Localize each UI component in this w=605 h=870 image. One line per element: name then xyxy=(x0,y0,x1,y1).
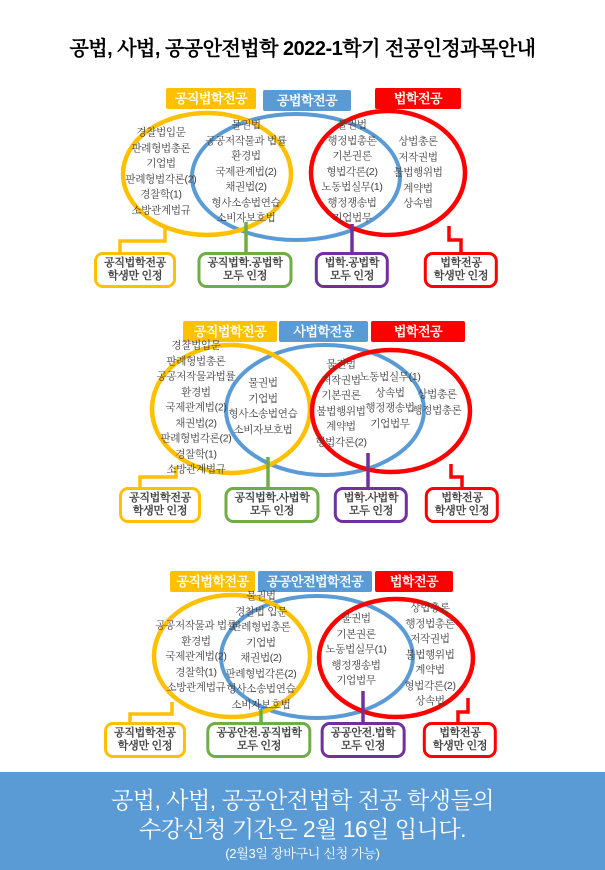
course-item: 경찰학(1) xyxy=(175,665,217,678)
header-right-major: 법학전공 xyxy=(375,571,453,592)
course-item: 상법총론 xyxy=(417,388,457,401)
course-item: 국제관계법(2) xyxy=(215,165,277,178)
courses-middle-right-overlap-col2 xyxy=(359,370,420,432)
box-line: 법학.사법학 xyxy=(343,492,399,504)
course-item: 상속법 xyxy=(415,694,445,707)
course-item: 행정쟁송법 xyxy=(365,402,415,414)
box-line: 모두 인정 xyxy=(329,270,375,282)
course-item: 기업법 xyxy=(146,157,176,170)
connector-red xyxy=(458,698,468,722)
course-item: 국제관계법(2) xyxy=(165,401,227,414)
courses-left-middle-overlap xyxy=(205,118,286,227)
course-item: 물권법 xyxy=(248,377,278,389)
course-item: 저작권법 xyxy=(321,374,361,386)
course-item: 판례형법각론(2) xyxy=(160,432,232,445)
course-item: 경찰법입문 xyxy=(136,126,186,139)
course-item: 공공저작물과 법률 xyxy=(205,134,287,147)
box-line: 학생만 인정 xyxy=(117,740,173,752)
course-item: 저작권법 xyxy=(398,150,438,163)
course-item: 행정쟁송법 xyxy=(327,196,377,209)
course-item: 불법행위법 xyxy=(393,166,443,179)
header-left-major: 공직법학전공 xyxy=(166,88,256,109)
box-line: 모두 인정 xyxy=(340,740,386,752)
recognition-box-middle-right xyxy=(334,487,408,523)
box-line: 공직법학전공 xyxy=(114,727,176,739)
course-item: 노동법실무(1) xyxy=(359,371,421,383)
courses-left-middle-overlap xyxy=(226,589,297,713)
course-item: 기업법무 xyxy=(336,674,376,687)
course-item: 상법총론 xyxy=(398,135,438,148)
course-item: 공공저작물과 법률 xyxy=(155,619,237,632)
header-middle-major: 사법학전공 xyxy=(279,321,368,342)
courses-right-only xyxy=(412,388,461,419)
recognition-box-left-middle xyxy=(197,252,292,288)
course-item: 경찰학(1) xyxy=(140,188,182,201)
course-item: 경찰법입문 xyxy=(171,339,221,352)
venn-section-3 xyxy=(0,570,605,770)
course-item: 행정쟁송법 xyxy=(331,658,381,671)
course-item: 형사소송법연습 xyxy=(228,408,298,420)
connector-yellow xyxy=(130,702,172,722)
recognition-box-right xyxy=(425,487,499,523)
header-left-major: 공직법학전공 xyxy=(183,321,277,342)
box-line: 공직법학.공법학 xyxy=(207,257,283,269)
course-item: 소비자보호법 xyxy=(216,211,276,224)
box-line: 학생만 인정 xyxy=(432,740,488,752)
course-item: 판례형법총론 xyxy=(131,142,191,154)
course-item: 경찰법 입문 xyxy=(235,605,287,618)
header-middle-major: 공법학전공 xyxy=(263,90,351,111)
courses-right-only xyxy=(404,601,455,710)
course-item: 저작권법 xyxy=(410,632,450,645)
connector-red xyxy=(451,464,462,488)
course-item: 불법행위법 xyxy=(316,405,366,417)
box-line: 학생만 인정 xyxy=(434,505,490,517)
course-item: 계약법 xyxy=(403,181,433,194)
box-line: 모두 인정 xyxy=(222,270,268,282)
recognition-box-right xyxy=(424,252,498,288)
course-item: 기본권론 xyxy=(321,389,361,402)
recognition-box-right xyxy=(423,722,497,758)
course-item: 경찰학(1) xyxy=(175,447,217,460)
box-line: 법학.공법학 xyxy=(324,257,380,269)
venn-diagram-1 xyxy=(0,88,605,288)
course-item: 형법각론(2) xyxy=(326,165,378,178)
course-item: 형법각론(2) xyxy=(315,436,367,448)
course-item: 불법행위법 xyxy=(405,648,455,661)
box-line: 공직법학전공 xyxy=(104,257,166,269)
box-line: 모두 인정 xyxy=(348,505,394,517)
box-line: 학생만 인정 xyxy=(132,505,188,517)
course-item: 노동법실무(1) xyxy=(325,643,387,656)
courses-middle-right-overlap xyxy=(321,118,382,227)
course-item: 환경법 xyxy=(181,634,211,647)
courses-right-only xyxy=(393,134,442,212)
course-item: 환경법 xyxy=(231,149,261,162)
banner-line-3: (2월3일 장바구니 신청 가능) xyxy=(225,846,380,861)
course-item: 소비자보호법 xyxy=(233,423,293,436)
course-item: 판례형법각론(2) xyxy=(225,667,297,680)
courses-left-middle-overlap xyxy=(229,376,298,438)
course-item: 소비자보호법 xyxy=(231,698,291,711)
course-item: 환경법 xyxy=(181,385,211,398)
courses-middle-right-overlap xyxy=(325,611,386,689)
recognition-box-middle-right xyxy=(321,722,406,758)
course-item: 채권법(2) xyxy=(175,416,217,429)
course-item: 형법각론(2) xyxy=(404,679,456,692)
course-item: 채권법(2) xyxy=(225,180,267,193)
box-line: 공직법학.사법학 xyxy=(234,492,310,504)
course-item: 소방관계법규 xyxy=(166,681,226,694)
box-line: 공직법학전공 xyxy=(129,492,191,504)
course-item: 국제관계법(2) xyxy=(165,650,227,663)
course-item: 소방관계법규 xyxy=(131,204,191,216)
course-item: 계약법 xyxy=(415,663,445,676)
page-title: 공법, 사법, 공공안전법학 2022-1학기 전공인정과목안내 xyxy=(69,38,536,60)
recognition-box-middle-right xyxy=(315,252,389,288)
recognition-box-left xyxy=(119,487,201,523)
courses-left-only xyxy=(126,126,197,219)
course-item: 기업법 xyxy=(246,636,276,649)
header-right-major: 법학전공 xyxy=(371,321,465,342)
course-item: 공공저작물과법률 xyxy=(156,370,236,383)
course-item: 기본권론 xyxy=(336,627,376,640)
course-item: 물권법 xyxy=(231,118,261,131)
course-item: 채권법(2) xyxy=(240,652,282,664)
courses-left-only xyxy=(155,618,236,696)
recognition-box-left-middle xyxy=(206,722,311,758)
recognition-box-left xyxy=(94,252,176,288)
course-item: 행정법총론 xyxy=(327,134,377,147)
venn-section-2 xyxy=(0,320,605,520)
box-line: 학생만 인정 xyxy=(107,270,163,282)
box-line: 법학전공 xyxy=(439,727,481,739)
course-item: 노동법실무(1) xyxy=(321,180,383,193)
course-item: 상법총론 xyxy=(410,601,450,614)
connector-red xyxy=(449,226,461,254)
course-item: 행정법총론 xyxy=(405,617,455,630)
header-right-major: 법학전공 xyxy=(375,88,461,109)
course-item: 물권법 xyxy=(337,118,367,131)
box-line: 학생만 인정 xyxy=(433,270,489,282)
course-item: 물권법 xyxy=(326,358,356,371)
course-item: 판례형법총론 xyxy=(166,354,226,367)
course-item: 물권법 xyxy=(246,590,276,602)
course-item: 형사소송법연습 xyxy=(211,196,281,209)
header-middle-major: 공공안전법학전공 xyxy=(258,571,372,592)
header-left-major: 공직법학전공 xyxy=(170,571,255,592)
course-item: 행정법총론 xyxy=(412,404,462,416)
course-item: 기업법무 xyxy=(370,417,410,430)
venn-section-1 xyxy=(0,88,605,288)
box-line: 법학전공 xyxy=(441,492,483,504)
course-item: 판례형법총론 xyxy=(231,621,291,633)
course-item: 기업법무 xyxy=(332,211,372,224)
course-item: 계약법 xyxy=(326,420,356,433)
course-item: 상속법 xyxy=(375,386,405,399)
course-item: 물권법 xyxy=(341,612,371,625)
enrollment-banner xyxy=(0,772,605,870)
course-item: 형사소송법연습 xyxy=(226,683,296,695)
box-line: 모두 인정 xyxy=(236,740,282,752)
box-line: 공공안전.공직법학 xyxy=(216,727,302,739)
recognition-box-left xyxy=(104,722,186,758)
courses-left-only xyxy=(157,338,236,478)
recognition-box-left-middle xyxy=(224,487,319,523)
connector-yellow xyxy=(120,228,165,254)
box-line: 모두 인정 xyxy=(249,505,295,517)
course-item: 기업법 xyxy=(248,392,278,405)
banner-line-1: 공법, 사법, 공공안전법학 전공 학생들의 xyxy=(111,787,494,813)
course-item: 판례형법각론(2) xyxy=(125,173,197,185)
box-line: 공공안전.법학 xyxy=(330,727,396,739)
course-item: 상속법 xyxy=(403,197,433,210)
box-line: 법학전공 xyxy=(440,257,482,269)
banner-line-2: 수강신청 기간은 2월 16일 입니다. xyxy=(139,816,466,842)
course-item: 소방관계법규 xyxy=(166,463,226,476)
course-item: 기본권론 xyxy=(332,149,372,162)
